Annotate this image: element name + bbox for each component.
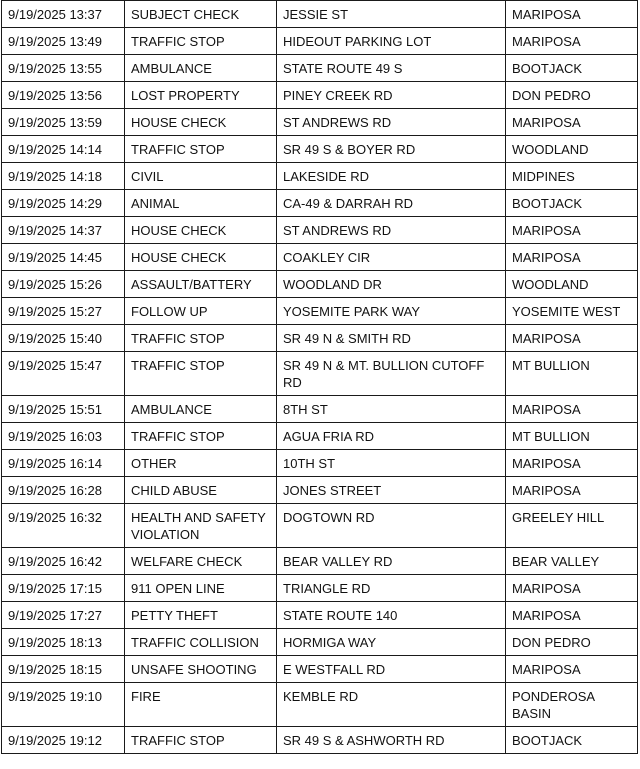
call-area-cell: DON PEDRO [506,82,638,109]
call-area-cell: MARIPOSA [506,109,638,136]
call-datetime-cell: 9/19/2025 14:29 [2,190,125,217]
call-area-cell: BOOTJACK [506,55,638,82]
table-row [2,55,638,82]
call-datetime-cell: 9/19/2025 13:59 [2,109,125,136]
call-area-cell: MARIPOSA [506,28,638,55]
table-row [2,629,638,656]
call-location-cell: TRIANGLE RD [277,575,506,602]
call-location-cell: HORMIGA WAY [277,629,506,656]
call-type-cell: ASSAULT/BATTERY [125,271,277,298]
call-type-cell: FOLLOW UP [125,298,277,325]
call-datetime-cell: 9/19/2025 18:13 [2,629,125,656]
call-location-cell: SR 49 S & BOYER RD [277,136,506,163]
table-row [2,504,638,548]
call-datetime-cell: 9/19/2025 16:28 [2,477,125,504]
table-row [2,136,638,163]
call-datetime-cell: 9/19/2025 14:14 [2,136,125,163]
call-area-cell: YOSEMITE WEST [506,298,638,325]
call-area-cell: PONDEROSA BASIN [506,683,638,727]
table-row [2,683,638,727]
call-datetime-cell: 9/19/2025 15:51 [2,396,125,423]
call-datetime-cell: 9/19/2025 15:27 [2,298,125,325]
call-area-cell: MARIPOSA [506,244,638,271]
call-area-cell: MARIPOSA [506,217,638,244]
table-row [2,450,638,477]
call-type-cell: WELFARE CHECK [125,548,277,575]
call-area-cell: MARIPOSA [506,477,638,504]
call-datetime-cell: 9/19/2025 14:18 [2,163,125,190]
call-datetime-cell: 9/19/2025 13:55 [2,55,125,82]
call-location-cell: 8TH ST [277,396,506,423]
call-type-cell: AMBULANCE [125,396,277,423]
table-row [2,727,638,754]
call-area-cell: MARIPOSA [506,602,638,629]
table-row [2,271,638,298]
call-area-cell: MARIPOSA [506,450,638,477]
call-location-cell: ST ANDREWS RD [277,217,506,244]
call-area-cell: MT BULLION [506,423,638,450]
call-datetime-cell: 9/19/2025 16:14 [2,450,125,477]
call-type-cell: HEALTH AND SAFETY VIOLATION [125,504,277,548]
call-type-cell: LOST PROPERTY [125,82,277,109]
table-row [2,656,638,683]
call-datetime-cell: 9/19/2025 16:03 [2,423,125,450]
call-datetime-cell: 9/19/2025 14:45 [2,244,125,271]
call-location-cell: SR 49 N & SMITH RD [277,325,506,352]
table-row [2,602,638,629]
call-datetime-cell: 9/19/2025 19:12 [2,727,125,754]
call-type-cell: TRAFFIC STOP [125,325,277,352]
table-row [2,82,638,109]
call-type-cell: SUBJECT CHECK [125,1,277,28]
table-row [2,477,638,504]
call-datetime-cell: 9/19/2025 19:10 [2,683,125,727]
call-area-cell: MT BULLION [506,352,638,396]
table-row [2,109,638,136]
table-row [2,163,638,190]
call-datetime-cell: 9/19/2025 15:47 [2,352,125,396]
call-location-cell: KEMBLE RD [277,683,506,727]
call-location-cell: E WESTFALL RD [277,656,506,683]
call-log-body [2,1,638,754]
call-location-cell: STATE ROUTE 49 S [277,55,506,82]
call-location-cell: JESSIE ST [277,1,506,28]
call-datetime-cell: 9/19/2025 17:15 [2,575,125,602]
call-type-cell: 911 OPEN LINE [125,575,277,602]
call-location-cell: AGUA FRIA RD [277,423,506,450]
call-type-cell: AMBULANCE [125,55,277,82]
call-type-cell: TRAFFIC STOP [125,423,277,450]
call-type-cell: HOUSE CHECK [125,109,277,136]
call-location-cell: STATE ROUTE 140 [277,602,506,629]
call-location-cell: WOODLAND DR [277,271,506,298]
table-row [2,244,638,271]
call-area-cell: MARIPOSA [506,1,638,28]
call-datetime-cell: 9/19/2025 13:37 [2,1,125,28]
table-row [2,548,638,575]
call-area-cell: MARIPOSA [506,325,638,352]
call-datetime-cell: 9/19/2025 16:32 [2,504,125,548]
call-area-cell: MARIPOSA [506,396,638,423]
call-area-cell: WOODLAND [506,271,638,298]
call-location-cell: DOGTOWN RD [277,504,506,548]
call-type-cell: CIVIL [125,163,277,190]
call-area-cell: MARIPOSA [506,656,638,683]
call-area-cell: DON PEDRO [506,629,638,656]
call-type-cell: FIRE [125,683,277,727]
call-datetime-cell: 9/19/2025 15:40 [2,325,125,352]
table-row [2,298,638,325]
call-type-cell: PETTY THEFT [125,602,277,629]
call-type-cell: TRAFFIC STOP [125,28,277,55]
call-type-cell: OTHER [125,450,277,477]
table-row [2,423,638,450]
call-location-cell: SR 49 N & MT. BULLION CUTOFF RD [277,352,506,396]
call-location-cell: JONES STREET [277,477,506,504]
call-area-cell: BOOTJACK [506,190,638,217]
call-location-cell: 10TH ST [277,450,506,477]
call-area-cell: BEAR VALLEY [506,548,638,575]
call-location-cell: HIDEOUT PARKING LOT [277,28,506,55]
table-row [2,217,638,244]
call-datetime-cell: 9/19/2025 15:26 [2,271,125,298]
call-datetime-cell: 9/19/2025 17:27 [2,602,125,629]
call-type-cell: UNSAFE SHOOTING [125,656,277,683]
call-location-cell: SR 49 S & ASHWORTH RD [277,727,506,754]
call-datetime-cell: 9/19/2025 14:37 [2,217,125,244]
call-location-cell: COAKLEY CIR [277,244,506,271]
call-location-cell: CA-49 & DARRAH RD [277,190,506,217]
table-row [2,396,638,423]
call-type-cell: TRAFFIC STOP [125,352,277,396]
table-row [2,352,638,396]
call-type-cell: TRAFFIC COLLISION [125,629,277,656]
call-area-cell: GREELEY HILL [506,504,638,548]
call-location-cell: YOSEMITE PARK WAY [277,298,506,325]
call-type-cell: ANIMAL [125,190,277,217]
call-datetime-cell: 9/19/2025 13:49 [2,28,125,55]
table-row [2,1,638,28]
table-row [2,190,638,217]
call-datetime-cell: 9/19/2025 18:15 [2,656,125,683]
table-row [2,28,638,55]
call-type-cell: TRAFFIC STOP [125,136,277,163]
call-type-cell: CHILD ABUSE [125,477,277,504]
table-row [2,325,638,352]
call-location-cell: LAKESIDE RD [277,163,506,190]
call-type-cell: TRAFFIC STOP [125,727,277,754]
call-area-cell: WOODLAND [506,136,638,163]
call-location-cell: PINEY CREEK RD [277,82,506,109]
call-type-cell: HOUSE CHECK [125,244,277,271]
call-area-cell: BOOTJACK [506,727,638,754]
call-datetime-cell: 9/19/2025 16:42 [2,548,125,575]
call-type-cell: HOUSE CHECK [125,217,277,244]
call-area-cell: MARIPOSA [506,575,638,602]
call-datetime-cell: 9/19/2025 13:56 [2,82,125,109]
call-log-table [1,0,638,754]
call-location-cell: BEAR VALLEY RD [277,548,506,575]
call-location-cell: ST ANDREWS RD [277,109,506,136]
table-row [2,575,638,602]
call-area-cell: MIDPINES [506,163,638,190]
